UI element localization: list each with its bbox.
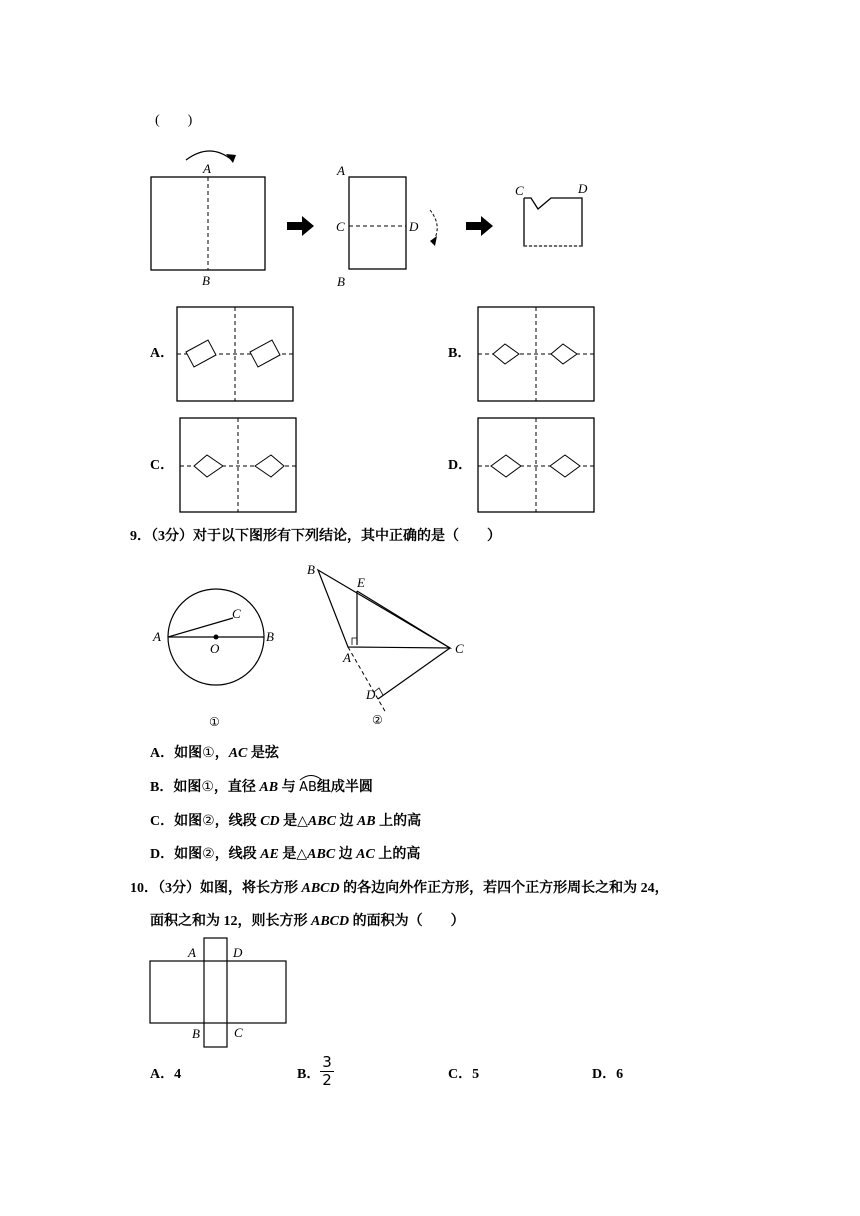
q9-fig2-C: C xyxy=(455,641,464,656)
q8-option-a-figure xyxy=(176,306,294,402)
q9-fig2-A: A xyxy=(343,650,351,665)
q8-option-c-label: C． xyxy=(150,458,175,473)
q8-folding-diagram xyxy=(0,140,620,300)
q8-label-A2: A xyxy=(337,163,345,178)
q8-option-b-label: B． xyxy=(448,346,472,361)
q8-option-b-figure xyxy=(477,306,595,402)
q9-fig2-E: E xyxy=(357,575,365,590)
q8-label-C3: C xyxy=(515,183,524,198)
q9-fig2-D: D xyxy=(366,687,376,702)
q8-label-A1: A xyxy=(203,161,211,176)
q10-stem-line1: 10．（3分）如图，将长方形 ABCD 的各边向外作正方形，若四个正方形周长之和为 24， xyxy=(130,881,669,896)
q10-label-A: A xyxy=(188,945,196,960)
q8-option-c-figure xyxy=(179,417,297,513)
q9-fig1-O: O xyxy=(210,641,220,656)
q10-figure xyxy=(140,935,300,1055)
q8-option-a-label: A． xyxy=(150,346,175,361)
q9-figure-1-circle xyxy=(140,580,290,730)
q9-fig1-caption: ① xyxy=(209,715,220,729)
q10-option-a: A．4 xyxy=(150,1067,182,1082)
q8-label-C2: C xyxy=(336,219,345,234)
q8-answer-paren: ( ) xyxy=(155,113,193,128)
arc-ab: AB xyxy=(299,779,317,797)
q10-stem-line2: 面积之和为 12，则长方形 ABCD 的面积为（ ） xyxy=(150,914,465,929)
q8-label-B1: B xyxy=(202,273,210,288)
q9-fig2-caption: ② xyxy=(372,713,383,727)
q10-label-C: C xyxy=(234,1025,243,1040)
q8-option-d-figure xyxy=(477,417,595,513)
q9-fig1-A: A xyxy=(153,629,161,644)
q8-label-B2: B xyxy=(337,274,345,289)
q9-option-c: C．如图②，线段 CD 是△ABC 边 AB 上的高 xyxy=(150,813,422,829)
q9-option-d: D．如图②，线段 AE 是△ABC 边 AC 上的高 xyxy=(150,846,421,862)
q10-label-D: D xyxy=(233,945,243,960)
q8-label-D3: D xyxy=(578,181,588,196)
q10-option-d: D．6 xyxy=(592,1067,624,1082)
q9-fig2-B: B xyxy=(307,562,315,577)
q10-option-c: C．5 xyxy=(448,1067,480,1082)
q9-option-a: A．如图①，AC 是弦 xyxy=(150,745,279,761)
q8-label-D2: D xyxy=(409,219,419,234)
q8-option-d-label: D． xyxy=(448,458,473,473)
q9-fig1-C: C xyxy=(232,606,241,621)
q10-label-B: B xyxy=(192,1026,200,1041)
q9-figure-2-triangle xyxy=(300,558,480,758)
q9-option-b: B．如图①，直径 AB 与 AB组成半圆 xyxy=(150,778,373,797)
q9-stem: 9．（3分）对于以下图形有下列结论，其中正确的是（ ） xyxy=(130,529,501,544)
q10-option-b: B． xyxy=(297,1067,321,1082)
arrow-right-icon xyxy=(466,216,493,236)
arrow-right-icon xyxy=(287,216,314,236)
q9-fig1-B: B xyxy=(266,629,274,644)
q10-option-b-fraction: 3 2 xyxy=(319,1054,335,1089)
